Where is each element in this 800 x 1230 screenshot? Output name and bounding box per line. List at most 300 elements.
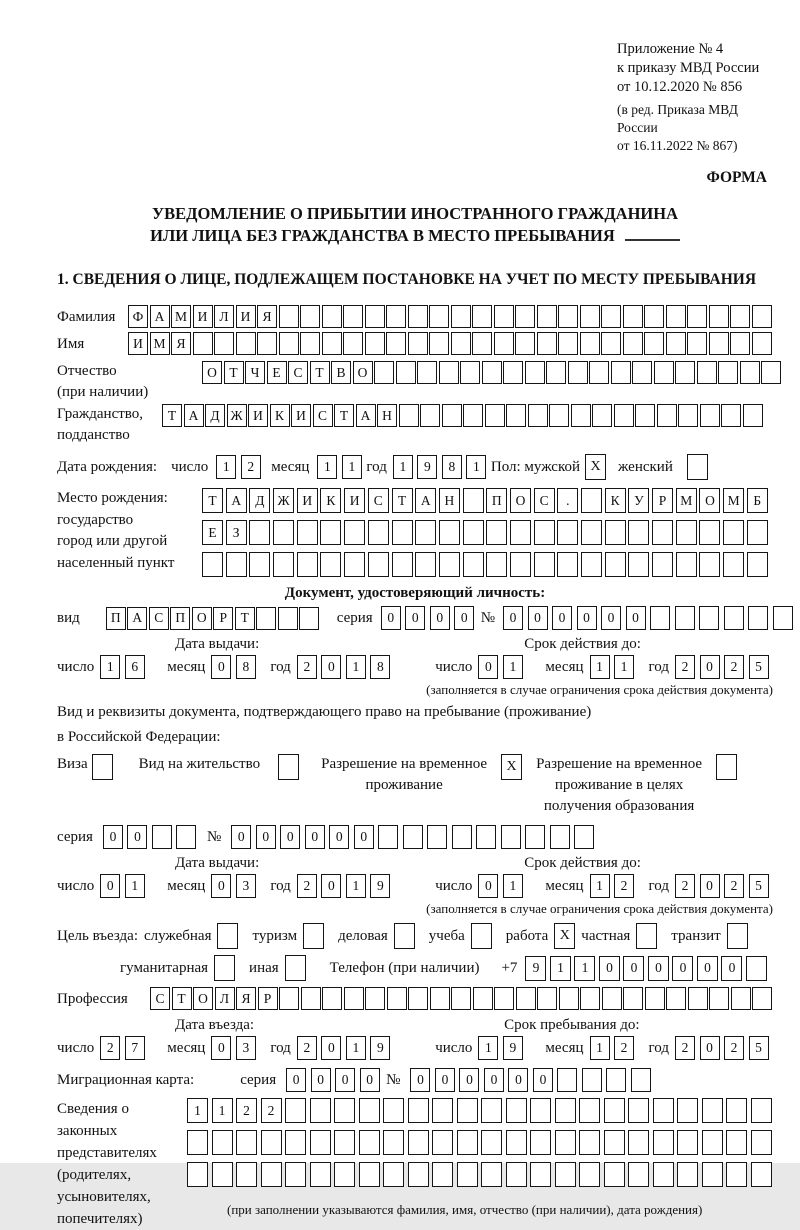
cell[interactable] xyxy=(580,987,600,1010)
cell[interactable] xyxy=(396,361,416,384)
given-name-cells[interactable] xyxy=(128,332,773,355)
cell[interactable] xyxy=(506,1098,527,1123)
cell[interactable] xyxy=(628,1162,649,1187)
cell[interactable]: 3 xyxy=(236,874,256,898)
residence-series-cells[interactable] xyxy=(103,825,201,849)
cell[interactable]: 1 xyxy=(346,1036,366,1060)
cell[interactable] xyxy=(751,1162,772,1187)
cell[interactable]: 2 xyxy=(297,655,317,679)
cell[interactable]: И xyxy=(236,305,256,328)
cell[interactable] xyxy=(751,1130,772,1155)
cell[interactable] xyxy=(700,404,720,427)
cell[interactable] xyxy=(604,1130,625,1155)
cell[interactable] xyxy=(752,987,772,1010)
cell[interactable]: 0 xyxy=(335,1068,355,1092)
cell[interactable] xyxy=(675,361,695,384)
cell[interactable] xyxy=(721,404,741,427)
cell[interactable] xyxy=(92,754,113,780)
cell[interactable]: Т xyxy=(310,361,330,384)
cell[interactable] xyxy=(152,825,172,849)
cell[interactable] xyxy=(676,552,697,577)
cell[interactable] xyxy=(486,552,507,577)
cell[interactable]: Т xyxy=(224,361,244,384)
cell[interactable] xyxy=(549,404,569,427)
cell[interactable]: В xyxy=(331,361,351,384)
cell[interactable] xyxy=(417,361,437,384)
cell[interactable]: Т xyxy=(202,488,223,513)
cell[interactable]: Н xyxy=(377,404,397,427)
cell[interactable] xyxy=(582,1068,602,1092)
cell[interactable]: 6 xyxy=(125,655,145,679)
cell[interactable] xyxy=(604,1098,625,1123)
cell[interactable] xyxy=(343,332,363,355)
cell[interactable] xyxy=(310,1098,331,1123)
cell[interactable]: 2 xyxy=(236,1098,257,1123)
cell[interactable]: 2 xyxy=(675,874,695,898)
cell[interactable]: 0 xyxy=(599,956,620,981)
cell[interactable] xyxy=(653,1098,674,1123)
cell[interactable]: Я xyxy=(171,332,191,355)
cell[interactable]: Д xyxy=(249,488,270,513)
cell[interactable] xyxy=(727,923,748,949)
cell[interactable]: 0 xyxy=(127,825,147,849)
cell[interactable]: У xyxy=(628,488,649,513)
cell[interactable]: 0 xyxy=(381,606,401,630)
cell[interactable]: 0 xyxy=(508,1068,528,1092)
cell[interactable]: 0 xyxy=(700,655,720,679)
stay-year-cells[interactable] xyxy=(675,1036,773,1060)
entry-year-cells[interactable] xyxy=(297,1036,395,1060)
cell[interactable] xyxy=(601,305,621,328)
cell[interactable] xyxy=(432,1098,453,1123)
migration-number-cells[interactable] xyxy=(410,1068,655,1092)
cell[interactable]: 0 xyxy=(430,606,450,630)
cell[interactable]: Р xyxy=(213,607,233,630)
cell[interactable] xyxy=(657,404,677,427)
cell[interactable] xyxy=(486,520,507,545)
cell[interactable]: 1 xyxy=(550,956,571,981)
cell[interactable] xyxy=(481,1162,502,1187)
cell[interactable] xyxy=(632,361,652,384)
cell[interactable] xyxy=(702,1130,723,1155)
cell[interactable] xyxy=(761,361,781,384)
cell[interactable] xyxy=(217,923,238,949)
cell[interactable] xyxy=(580,332,600,355)
cell[interactable] xyxy=(359,1098,380,1123)
cell[interactable] xyxy=(636,923,657,949)
cell[interactable]: . xyxy=(557,488,578,513)
cell[interactable]: 0 xyxy=(478,874,498,898)
cell[interactable] xyxy=(666,987,686,1010)
cell[interactable] xyxy=(193,332,213,355)
cell[interactable] xyxy=(557,552,578,577)
cell[interactable]: 0 xyxy=(459,1068,479,1092)
rvpo-checkbox[interactable] xyxy=(716,754,737,780)
cell[interactable] xyxy=(568,361,588,384)
cell[interactable] xyxy=(429,305,449,328)
cell[interactable] xyxy=(279,305,299,328)
cell[interactable] xyxy=(359,1130,380,1155)
cell[interactable]: 5 xyxy=(749,874,769,898)
stay-month-cells[interactable] xyxy=(590,1036,639,1060)
cell[interactable] xyxy=(485,404,505,427)
cell[interactable]: 2 xyxy=(241,455,261,479)
representatives-cells-row3[interactable] xyxy=(187,1162,775,1187)
cell[interactable]: А xyxy=(184,404,204,427)
cell[interactable] xyxy=(403,825,423,849)
cell[interactable]: 0 xyxy=(211,655,231,679)
cell[interactable]: 0 xyxy=(577,606,597,630)
cell[interactable] xyxy=(623,987,643,1010)
cell[interactable] xyxy=(675,606,695,630)
cell[interactable]: Н xyxy=(439,488,460,513)
cell[interactable] xyxy=(628,1098,649,1123)
cell[interactable] xyxy=(571,404,591,427)
doc-valid-day-cells[interactable] xyxy=(478,655,527,679)
cell[interactable] xyxy=(530,1162,551,1187)
cell[interactable]: А xyxy=(415,488,436,513)
cell[interactable] xyxy=(677,1098,698,1123)
residence-issue-year-cells[interactable] xyxy=(297,874,395,898)
cell[interactable]: К xyxy=(605,488,626,513)
cell[interactable] xyxy=(558,332,578,355)
cell[interactable] xyxy=(773,606,793,630)
cell[interactable]: О xyxy=(193,987,213,1010)
cell[interactable]: П xyxy=(170,607,190,630)
cell[interactable] xyxy=(611,361,631,384)
residence-valid-day-cells[interactable] xyxy=(478,874,527,898)
cell[interactable] xyxy=(515,305,535,328)
cell[interactable] xyxy=(236,332,256,355)
cell[interactable] xyxy=(344,987,364,1010)
cell[interactable] xyxy=(463,488,484,513)
cell[interactable]: И xyxy=(291,404,311,427)
cell[interactable] xyxy=(442,404,462,427)
cell[interactable]: И xyxy=(248,404,268,427)
cell[interactable] xyxy=(303,923,324,949)
purpose-transit-checkbox[interactable] xyxy=(727,923,748,949)
cell[interactable] xyxy=(249,520,270,545)
birth-year-cells[interactable] xyxy=(393,455,491,479)
cell[interactable] xyxy=(730,332,750,355)
cell[interactable] xyxy=(677,1162,698,1187)
cell[interactable]: Т xyxy=(334,404,354,427)
cell[interactable]: 7 xyxy=(125,1036,145,1060)
cell[interactable] xyxy=(439,552,460,577)
cell[interactable]: 9 xyxy=(503,1036,523,1060)
cell[interactable] xyxy=(650,606,670,630)
cell[interactable] xyxy=(506,404,526,427)
cell[interactable]: 0 xyxy=(329,825,349,849)
cell[interactable]: 9 xyxy=(370,1036,390,1060)
cell[interactable] xyxy=(257,332,277,355)
cell[interactable]: 2 xyxy=(614,1036,634,1060)
doc-number-cells[interactable] xyxy=(503,606,797,630)
profession-cells[interactable] xyxy=(150,987,774,1010)
cell[interactable]: А xyxy=(150,305,170,328)
cell[interactable] xyxy=(528,404,548,427)
cell[interactable]: 1 xyxy=(466,455,486,479)
cell[interactable]: 0 xyxy=(360,1068,380,1092)
cell[interactable] xyxy=(605,552,626,577)
cell[interactable] xyxy=(601,332,621,355)
cell[interactable] xyxy=(176,825,196,849)
cell[interactable]: 5 xyxy=(749,655,769,679)
cell[interactable]: 1 xyxy=(503,655,523,679)
cell[interactable]: 2 xyxy=(297,1036,317,1060)
cell[interactable]: П xyxy=(106,607,126,630)
cell[interactable] xyxy=(555,1162,576,1187)
cell[interactable] xyxy=(429,332,449,355)
cell[interactable] xyxy=(510,552,531,577)
residence-number-cells[interactable] xyxy=(231,825,599,849)
cell[interactable] xyxy=(297,520,318,545)
cell[interactable]: 2 xyxy=(724,655,744,679)
cell[interactable]: 9 xyxy=(525,956,546,981)
cell[interactable]: А xyxy=(127,607,147,630)
cell[interactable] xyxy=(415,552,436,577)
cell[interactable]: Б xyxy=(747,488,768,513)
cell[interactable] xyxy=(614,404,634,427)
cell[interactable] xyxy=(579,1130,600,1155)
cell[interactable] xyxy=(256,607,276,630)
cell[interactable] xyxy=(386,305,406,328)
cell[interactable]: 8 xyxy=(236,655,256,679)
cell[interactable] xyxy=(726,1162,747,1187)
cell[interactable] xyxy=(537,987,557,1010)
cell[interactable] xyxy=(300,305,320,328)
cell[interactable] xyxy=(506,1162,527,1187)
cell[interactable]: 1 xyxy=(212,1098,233,1123)
cell[interactable] xyxy=(677,1130,698,1155)
cell[interactable] xyxy=(747,552,768,577)
doc-series-cells[interactable] xyxy=(381,606,479,630)
cell[interactable]: Л xyxy=(214,305,234,328)
cell[interactable] xyxy=(460,361,480,384)
cell[interactable] xyxy=(697,361,717,384)
cell[interactable] xyxy=(482,361,502,384)
cell[interactable]: Т xyxy=(162,404,182,427)
cell[interactable]: 0 xyxy=(552,606,572,630)
cell[interactable]: И xyxy=(128,332,148,355)
cell[interactable] xyxy=(525,825,545,849)
cell[interactable] xyxy=(666,332,686,355)
cell[interactable]: 0 xyxy=(256,825,276,849)
cell[interactable] xyxy=(278,607,298,630)
cell[interactable] xyxy=(555,1130,576,1155)
cell[interactable] xyxy=(387,987,407,1010)
cell[interactable] xyxy=(726,1098,747,1123)
purpose-official-checkbox[interactable] xyxy=(217,923,238,949)
cell[interactable]: 1 xyxy=(346,655,366,679)
cell[interactable] xyxy=(515,332,535,355)
cell[interactable] xyxy=(236,1162,257,1187)
cell[interactable]: X xyxy=(501,754,522,780)
residence-valid-year-cells[interactable] xyxy=(675,874,773,898)
cell[interactable]: 1 xyxy=(393,455,413,479)
purpose-other-checkbox[interactable] xyxy=(285,955,306,981)
cell[interactable] xyxy=(334,1130,355,1155)
cell[interactable] xyxy=(752,332,772,355)
doc-issue-month-cells[interactable] xyxy=(211,655,260,679)
cell[interactable]: 0 xyxy=(410,1068,430,1092)
cell[interactable]: 0 xyxy=(672,956,693,981)
cell[interactable]: 1 xyxy=(574,956,595,981)
cell[interactable] xyxy=(212,1130,233,1155)
cell[interactable]: 1 xyxy=(187,1098,208,1123)
cell[interactable] xyxy=(415,520,436,545)
cell[interactable]: 0 xyxy=(533,1068,553,1092)
doc-valid-year-cells[interactable] xyxy=(675,655,773,679)
cell[interactable]: С xyxy=(313,404,333,427)
purpose-work-checkbox[interactable] xyxy=(554,923,575,949)
cell[interactable]: И xyxy=(344,488,365,513)
cell[interactable] xyxy=(261,1130,282,1155)
cell[interactable]: Ж xyxy=(227,404,247,427)
cell[interactable] xyxy=(645,987,665,1010)
stay-day-cells[interactable] xyxy=(478,1036,527,1060)
cell[interactable] xyxy=(525,361,545,384)
cell[interactable] xyxy=(653,1162,674,1187)
cell[interactable] xyxy=(537,305,557,328)
cell[interactable] xyxy=(212,1162,233,1187)
cell[interactable] xyxy=(378,825,398,849)
cell[interactable] xyxy=(530,1130,551,1155)
cell[interactable]: 0 xyxy=(286,1068,306,1092)
cell[interactable] xyxy=(392,520,413,545)
cell[interactable]: П xyxy=(486,488,507,513)
cell[interactable] xyxy=(481,1098,502,1123)
cell[interactable] xyxy=(226,552,247,577)
cell[interactable]: К xyxy=(320,488,341,513)
cell[interactable]: 1 xyxy=(216,455,236,479)
cell[interactable] xyxy=(702,1162,723,1187)
cell[interactable]: М xyxy=(676,488,697,513)
cell[interactable] xyxy=(510,520,531,545)
cell[interactable]: Т xyxy=(172,987,192,1010)
cell[interactable] xyxy=(537,332,557,355)
cell[interactable]: 2 xyxy=(724,874,744,898)
entry-day-cells[interactable] xyxy=(100,1036,149,1060)
cell[interactable] xyxy=(748,606,768,630)
cell[interactable] xyxy=(746,956,767,981)
cell[interactable] xyxy=(702,1098,723,1123)
cell[interactable]: 0 xyxy=(528,606,548,630)
cell[interactable] xyxy=(606,1068,626,1092)
cell[interactable] xyxy=(408,332,428,355)
cell[interactable]: 2 xyxy=(724,1036,744,1060)
cell[interactable] xyxy=(666,305,686,328)
cell[interactable]: 1 xyxy=(590,1036,610,1060)
cell[interactable] xyxy=(383,1098,404,1123)
cell[interactable] xyxy=(451,332,471,355)
cell[interactable]: 1 xyxy=(478,1036,498,1060)
cell[interactable]: А xyxy=(356,404,376,427)
cell[interactable] xyxy=(644,332,664,355)
cell[interactable] xyxy=(457,1130,478,1155)
cell[interactable]: И xyxy=(193,305,213,328)
cell[interactable] xyxy=(285,1130,306,1155)
cell[interactable] xyxy=(451,305,471,328)
cell[interactable]: Р xyxy=(258,987,278,1010)
cell[interactable] xyxy=(530,1098,551,1123)
sex-male-checkbox[interactable] xyxy=(585,454,606,480)
doc-type-cells[interactable] xyxy=(106,607,321,630)
cell[interactable]: О xyxy=(699,488,720,513)
phone-cells[interactable] xyxy=(525,956,770,981)
cell[interactable]: С xyxy=(149,607,169,630)
cell[interactable] xyxy=(723,520,744,545)
residence-issue-month-cells[interactable] xyxy=(211,874,260,898)
cell[interactable] xyxy=(579,1162,600,1187)
cell[interactable]: 0 xyxy=(311,1068,331,1092)
cell[interactable]: О xyxy=(353,361,373,384)
cell[interactable] xyxy=(550,825,570,849)
cell[interactable]: 0 xyxy=(478,655,498,679)
cell[interactable]: И xyxy=(297,488,318,513)
citizenship-cells[interactable] xyxy=(162,404,764,427)
cell[interactable]: 1 xyxy=(100,655,120,679)
cell[interactable] xyxy=(187,1162,208,1187)
cell[interactable] xyxy=(602,987,622,1010)
cell[interactable]: 1 xyxy=(125,874,145,898)
cell[interactable] xyxy=(463,404,483,427)
cell[interactable]: 0 xyxy=(484,1068,504,1092)
cell[interactable]: 0 xyxy=(231,825,251,849)
cell[interactable]: О xyxy=(510,488,531,513)
surname-cells[interactable] xyxy=(128,305,773,328)
cell[interactable]: Д xyxy=(205,404,225,427)
cell[interactable] xyxy=(471,923,492,949)
cell[interactable]: М xyxy=(171,305,191,328)
cell[interactable] xyxy=(743,404,763,427)
cell[interactable] xyxy=(322,305,342,328)
cell[interactable] xyxy=(476,825,496,849)
cell[interactable]: 9 xyxy=(417,455,437,479)
cell[interactable] xyxy=(399,404,419,427)
cell[interactable] xyxy=(408,1130,429,1155)
cell[interactable]: 0 xyxy=(601,606,621,630)
visa-checkbox[interactable] xyxy=(92,754,113,780)
cell[interactable]: X xyxy=(585,454,606,480)
cell[interactable]: 2 xyxy=(614,874,634,898)
cell[interactable]: 2 xyxy=(100,1036,120,1060)
cell[interactable] xyxy=(374,361,394,384)
cell[interactable] xyxy=(559,987,579,1010)
cell[interactable]: О xyxy=(202,361,222,384)
cell[interactable] xyxy=(687,332,707,355)
cell[interactable] xyxy=(709,987,729,1010)
cell[interactable] xyxy=(214,955,235,981)
cell[interactable] xyxy=(592,404,612,427)
cell[interactable] xyxy=(457,1162,478,1187)
cell[interactable] xyxy=(534,520,555,545)
cell[interactable]: Т xyxy=(392,488,413,513)
cell[interactable]: 1 xyxy=(342,455,362,479)
cell[interactable] xyxy=(320,552,341,577)
cell[interactable]: Т xyxy=(235,607,255,630)
cell[interactable] xyxy=(427,825,447,849)
cell[interactable]: Е xyxy=(267,361,287,384)
cell[interactable] xyxy=(747,520,768,545)
cell[interactable]: 1 xyxy=(590,655,610,679)
cell[interactable] xyxy=(439,361,459,384)
cell[interactable] xyxy=(716,754,737,780)
cell[interactable] xyxy=(334,1162,355,1187)
cell[interactable] xyxy=(581,488,602,513)
cell[interactable] xyxy=(653,1130,674,1155)
cell[interactable]: А xyxy=(226,488,247,513)
